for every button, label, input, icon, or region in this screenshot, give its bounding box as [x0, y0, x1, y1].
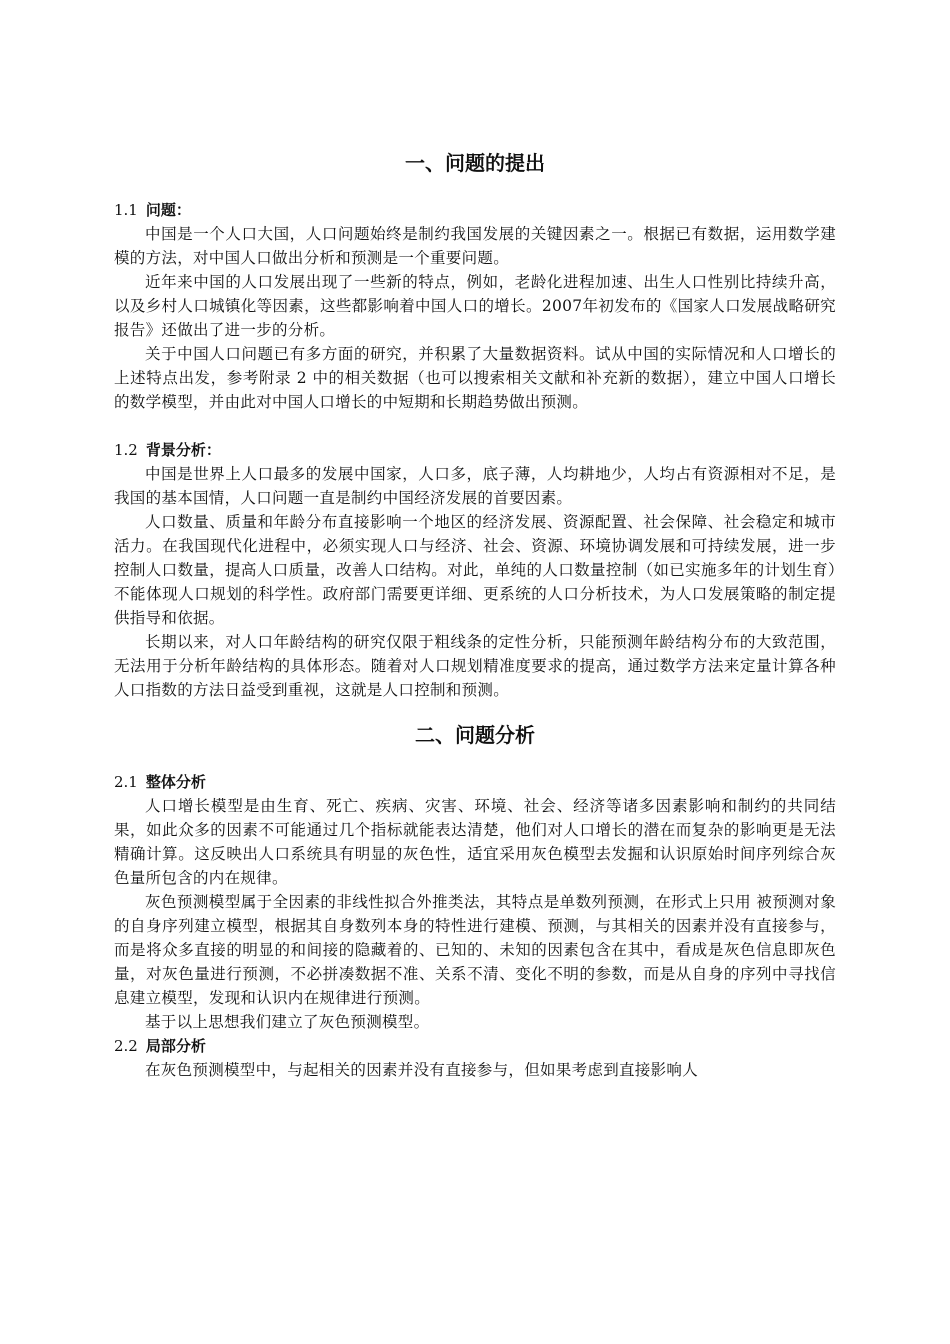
subsection-number: 1.2: [114, 441, 138, 459]
paragraph: 人口数量、质量和年龄分布直接影响一个地区的经济发展、资源配置、社会保障、社会稳定和城市活力。在我国现代化进程中，必须实现人口与经济、社会、资源、环境协调发展和可持续发展，进一步控制人口数量，提高人口质量，改善人口结构。对此，单纯的人口数量控制（如已实施多年的计划生育）不能体现人口规划的科学性。政府部门需要更详细、更系统的人口分析技术，为人口发展策略的制定提供指导和依据。: [114, 513, 836, 627]
subsection-number: 1.1: [114, 201, 138, 219]
paragraph: 中国是世界上人口最多的发展中国家，人口多，底子薄，人均耕地少，人均占有资源相对不足，是我国的基本国情，人口问题一直是制约中国经济发展的首要因素。: [114, 465, 836, 507]
paragraph: 关于中国人口问题已有多方面的研究，并积累了大量数据资料。试从中国的实际情况和人口增长的上述特点出发，参考附录 2 中的相关数据（也可以搜索相关文献和补充新的数据），建立中国人口增长的数学模型，并由此对中国人口增长的中短期和长期趋势做出预测。: [114, 345, 836, 411]
subsection-title: 局部分析: [145, 1037, 206, 1055]
subsection-number: 2.1: [114, 773, 138, 791]
subsection-heading-1-1: [114, 198, 836, 222]
paragraph: 灰色预测模型属于全因素的非线性拟合外推类法，其特点是单数列预测，在形式上只用 被预测对象的自身序列建立模型，根据其自身数列本身的特性进行建模、预测，与其相关的因素并没有直接参与，而是将众多直接的明显的和间接的隐藏着的、已知的、未知的因素包含在其中，看成是灰色信息即灰色量，对灰色量进行预测，不必拼凑数据不准、关系不清、变化不明的参数，而是从自身的序列中寻找信息建立模型，发现和认识内在规律进行预测。: [114, 893, 836, 1007]
subsection-heading-1-2: [114, 438, 836, 462]
section-title-1: 一、问题的提出: [405, 151, 545, 175]
spacer: [114, 414, 836, 438]
subsection-title: 背景分析：: [145, 441, 221, 459]
subsection-heading-2-2: [114, 1034, 836, 1058]
paragraph: 长期以来，对人口年龄结构的研究仅限于粗线条的定性分析，只能预测年龄结构分布的大致范围，无法用于分析年龄结构的具体形态。随着对人口规划精准度要求的提高，通过数学方法来定量计算各种人口指数的方法日益受到重视，这就是人口控制和预测。: [114, 633, 836, 699]
paragraph: 中国是一个人口大国，人口问题始终是制约我国发展的关键因素之一。根据已有数据，运用数学建模的方法，对中国人口做出分析和预测是一个重要问题。: [114, 225, 836, 267]
section-title-2: 二、问题分析: [415, 723, 535, 747]
subsection-title: 问题：: [145, 201, 191, 219]
subsection-heading-2-1: [114, 770, 836, 794]
paragraph: 在灰色预测模型中，与起相关的因素并没有直接参与，但如果考虑到直接影响人: [145, 1061, 699, 1079]
paragraph: 近年来中国的人口发展出现了一些新的特点，例如，老龄化进程加速、出生人口性别比持续升高，以及乡村人口城镇化等因素，这些都影响着中国人口的增长。2007年初发布的《国家人口发展战略研究报告》还做出了进一步的分析。: [114, 273, 836, 339]
subsection-number: 2.2: [114, 1037, 138, 1055]
subsection-title: 整体分析: [145, 773, 206, 791]
paragraph: 人口增长模型是由生育、死亡、疾病、灾害、环境、社会、经济等诸多因素影响和制约的共同结果，如此众多的因素不可能通过几个指标就能表达清楚，他们对人口增长的潜在而复杂的影响更是无法精确计算。这反映出人口系统具有明显的灰色性，适宜采用灰色模型去发掘和认识原始时间序列综合灰色量所包含的内在规律。: [114, 797, 836, 887]
document-body: [114, 150, 836, 1082]
paragraph: 基于以上思想我们建立了灰色预测模型。: [145, 1013, 430, 1031]
